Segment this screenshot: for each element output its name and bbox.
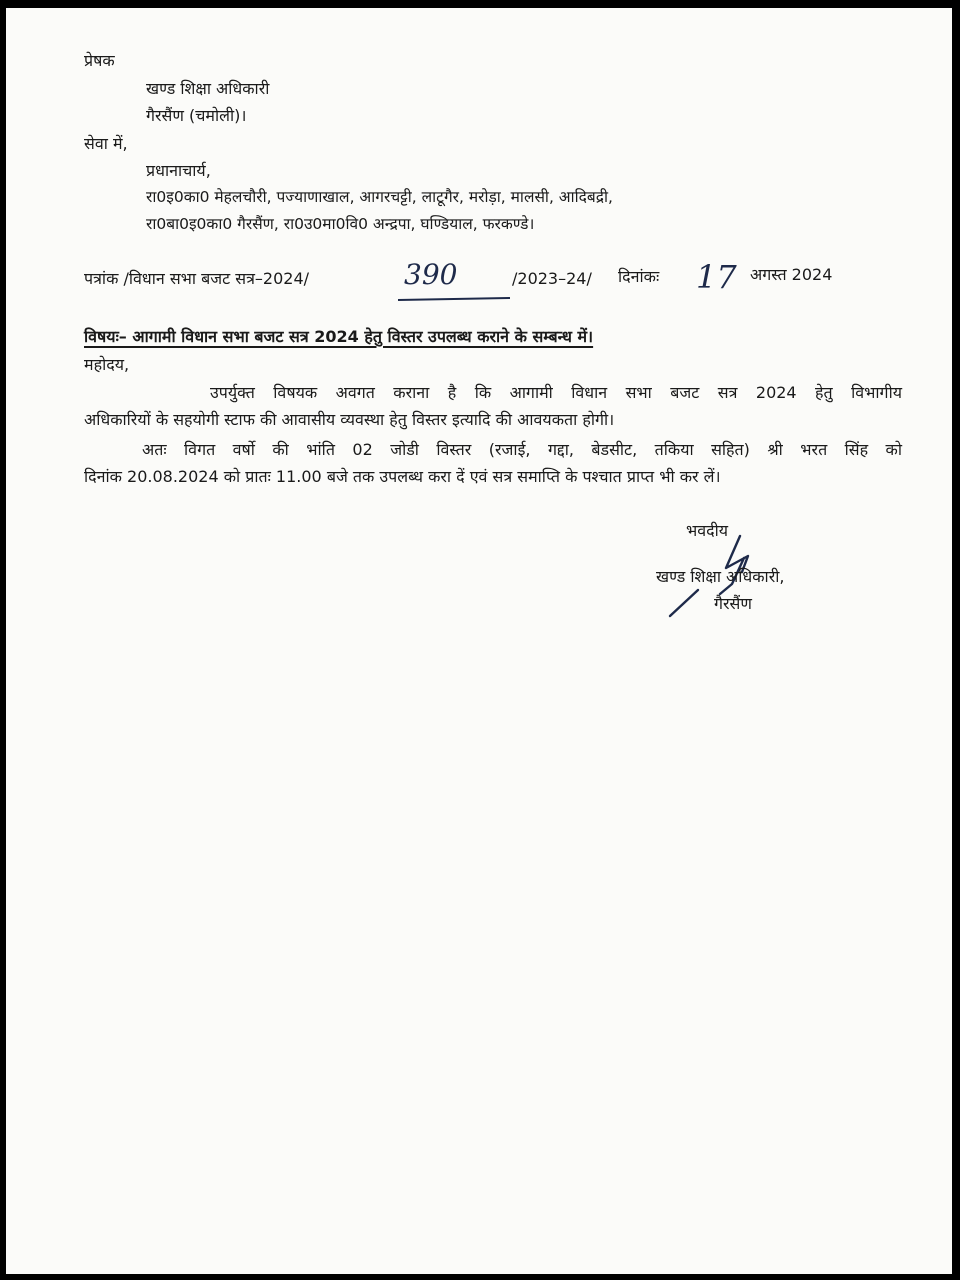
reference-number-handwritten: 390 bbox=[404, 258, 458, 291]
recipient-schools-line2: रा0बा0इ0का0 गैरसैंण, रा0उ0मा0वि0 अन्द्रपा, घण्डियाल, फरकण्डे। bbox=[146, 215, 535, 233]
date-label: दिनांकः bbox=[618, 267, 660, 286]
closing-designation: खण्ड शिक्षा अधिकारी, bbox=[656, 567, 785, 586]
closing-place: गैरसैंण bbox=[714, 594, 752, 613]
body-paragraph1-line2: अधिकारियों के सहयोगी स्टाफ की आवासीय व्यवस्था हेतु विस्तर इत्यादि की आवयकता होगी। bbox=[84, 410, 615, 429]
recipient-schools-line1: रा0इ0का0 मेहलचौरी, पज्याणाखाल, आगरचट्टी, लाटूगैर, मरोड़ा, मालसी, आदिबद्री, bbox=[146, 188, 613, 206]
reference-number-underline bbox=[398, 297, 510, 301]
closing-sign-off: भवदीय bbox=[686, 521, 729, 540]
sender-label: प्रेषक bbox=[84, 51, 115, 70]
recipient-title: प्रधानाचार्य, bbox=[146, 161, 211, 180]
letter-sheet bbox=[6, 8, 952, 1274]
sender-place: गैरसैंण (चमोली)। bbox=[146, 106, 247, 125]
body-paragraph2-line1: अतः विगत वर्षो की भांति 02 जोडी विस्तर (रजाई, गद्दा, बेडसीट, तकिया सहित) श्री भरत सिंह को bbox=[142, 440, 902, 459]
reference-year: /2023–24/ bbox=[512, 269, 592, 288]
body-paragraph2-line2: दिनांक 20.08.2024 को प्रातः 11.00 बजे तक उपलब्ध करा दें एवं सत्र समाप्ति के पश्चात प्राप्त भी कर लें। bbox=[84, 467, 721, 486]
sender-name: खण्ड शिक्षा अधिकारी bbox=[146, 79, 270, 98]
subject-line: विषयः– आगामी विधान सभा बजट सत्र 2024 हेतु विस्तर उपलब्ध कराने के सम्बन्ध में। bbox=[84, 327, 594, 346]
date-day-handwritten: 17 bbox=[696, 258, 737, 296]
salutation: महोदय, bbox=[84, 355, 130, 374]
body-paragraph1-line1: उपर्युक्त विषयक अवगत कराना है कि आगामी विधान सभा बजट सत्र 2024 हेतु विभागीय bbox=[210, 383, 902, 402]
reference-prefix: पत्रांक /विधान सभा बजट सत्र–2024/ bbox=[84, 269, 310, 288]
date-month-year: अगस्त 2024 bbox=[750, 265, 833, 284]
recipient-label: सेवा में, bbox=[84, 134, 128, 153]
